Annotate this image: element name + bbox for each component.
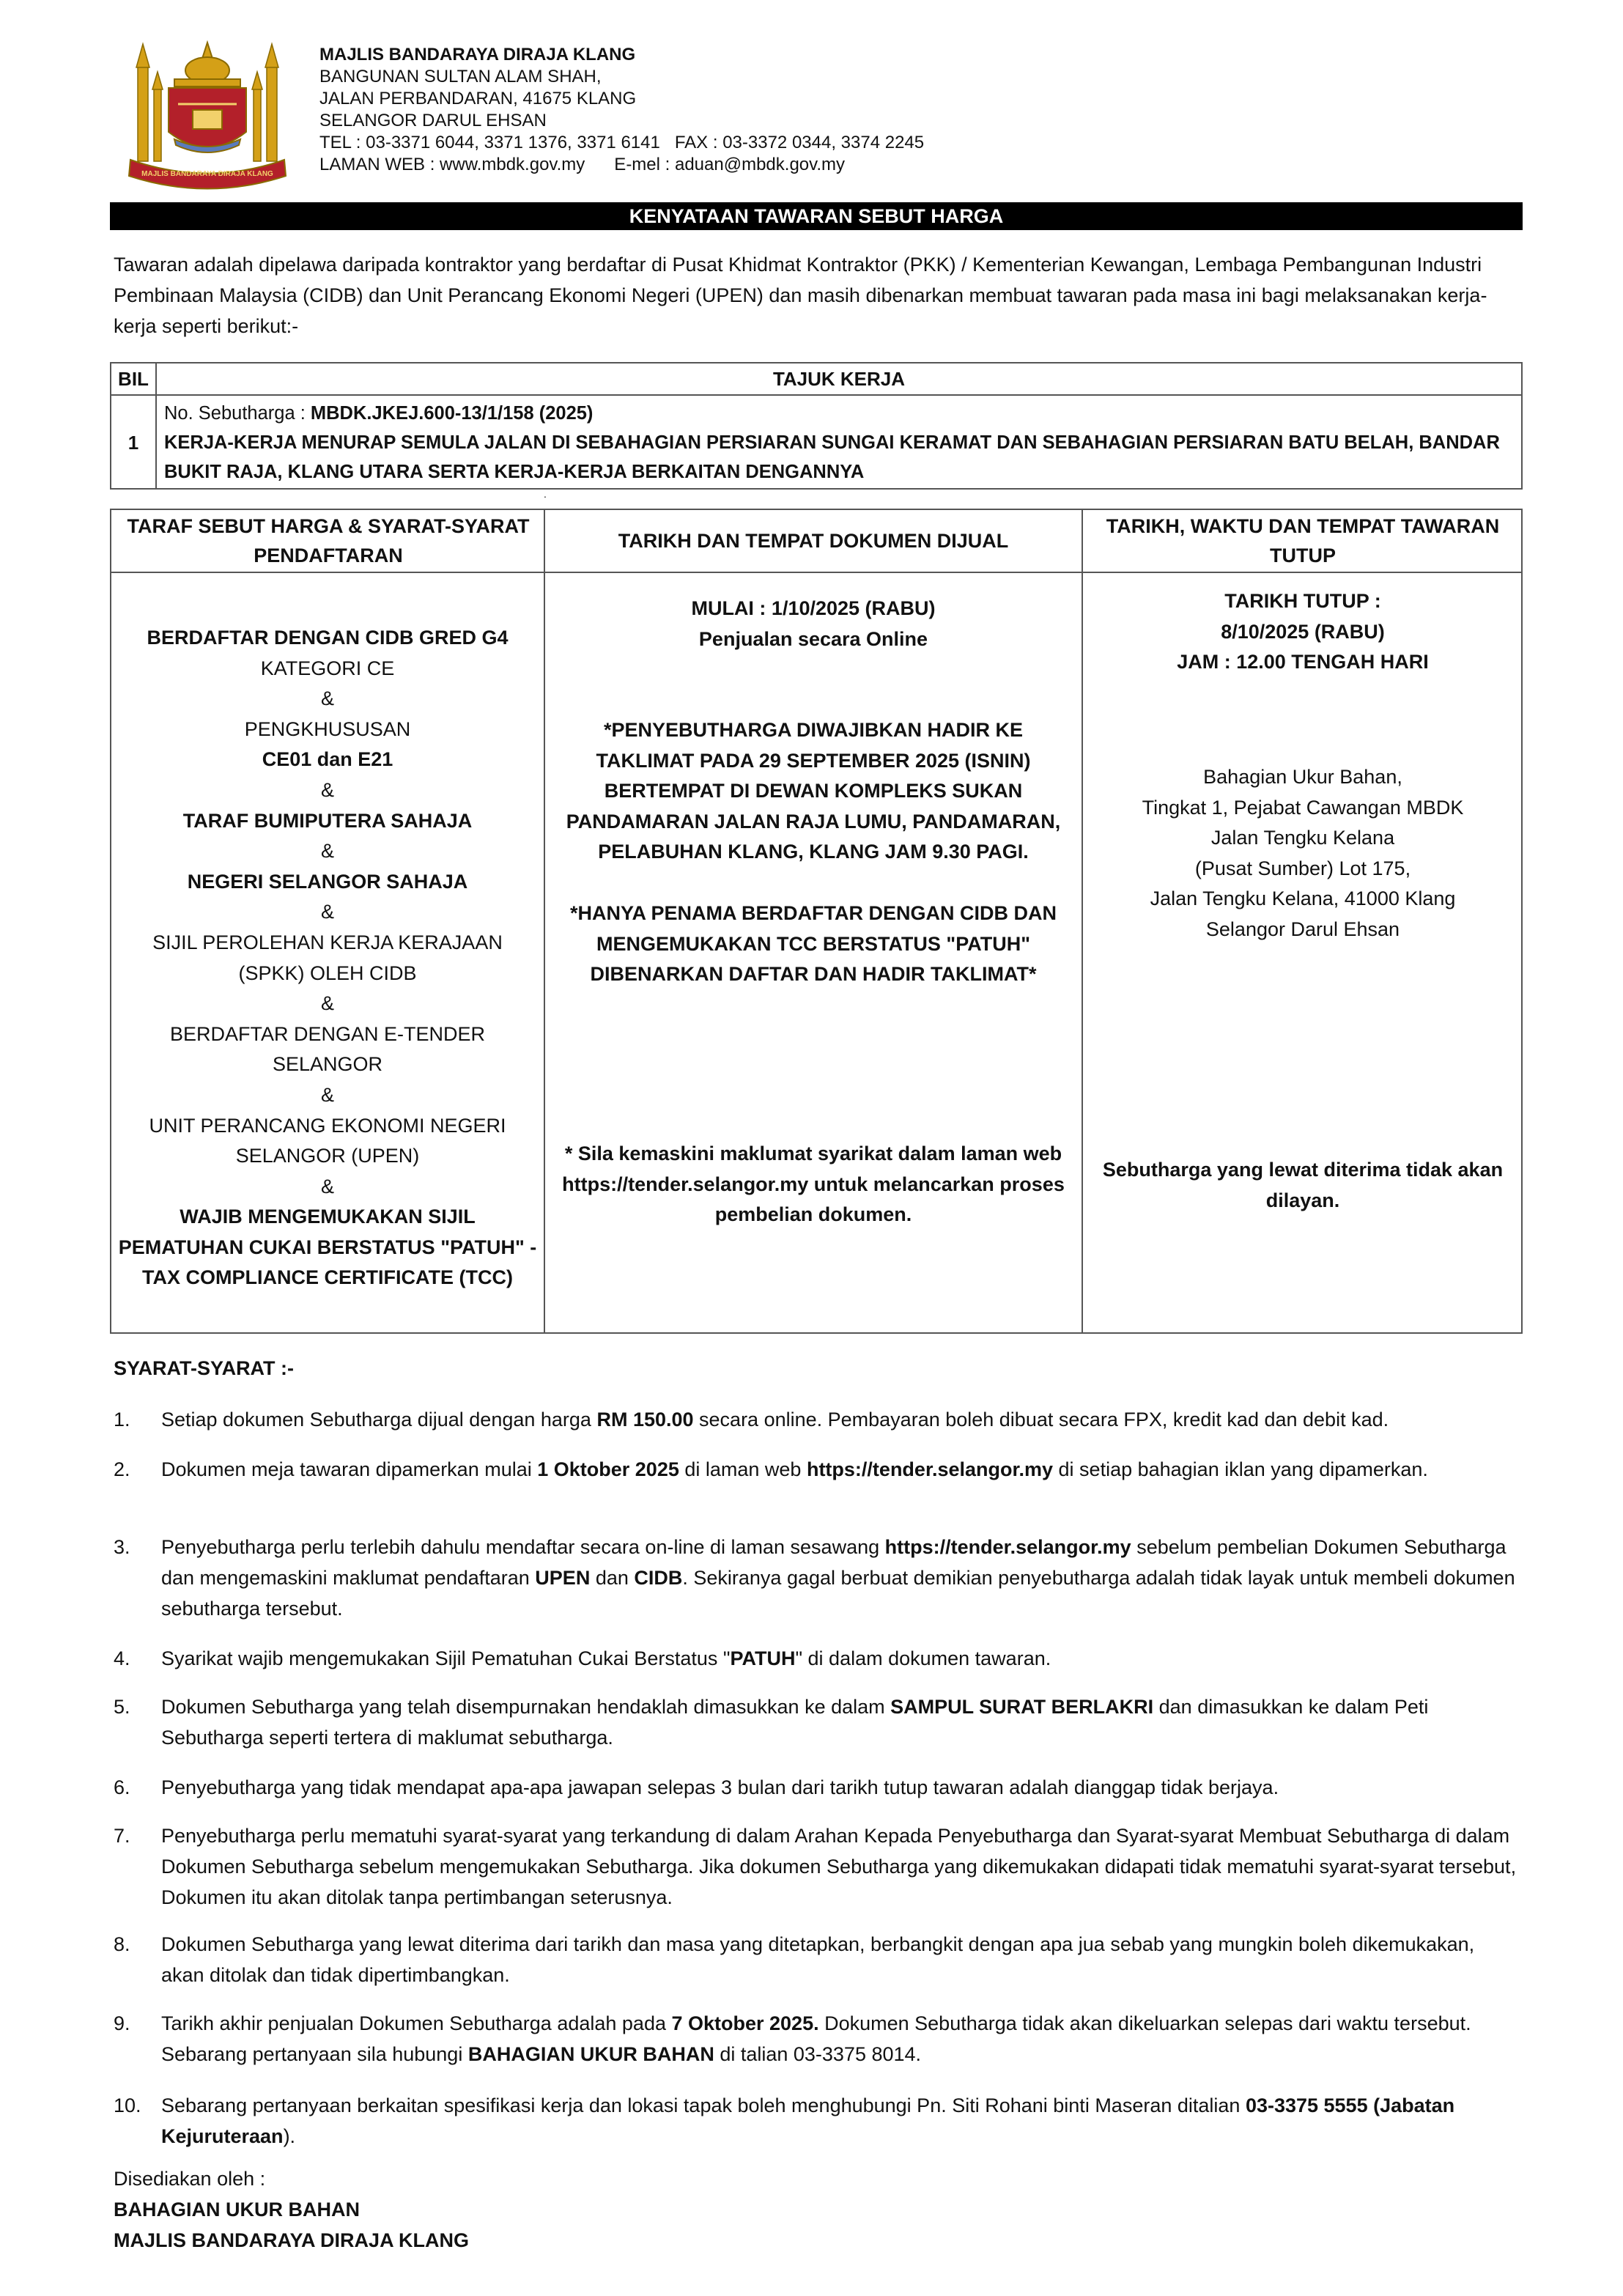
text-run: Setiap dokumen Sebutharga dijual dengan harga bbox=[161, 1409, 597, 1431]
briefing-notice bbox=[545, 715, 1082, 868]
org-address-2: JALAN PERBANDARAN, 41675 KLANG bbox=[319, 89, 637, 108]
condition-text bbox=[161, 2090, 1520, 2152]
job-bil-value: 1 bbox=[127, 432, 139, 454]
req-bumiputera: TARAF BUMIPUTERA SAHAJA bbox=[182, 809, 473, 832]
place-line-2: Tingkat 1, Pejabat Cawangan MBDK bbox=[1142, 796, 1464, 819]
stray-dot: . bbox=[544, 488, 547, 500]
upen-text: UPEN bbox=[535, 1567, 591, 1589]
req-upen-1: UNIT PERANCANG EKONOMI NEGERI bbox=[149, 1114, 506, 1137]
place-line-1: Bahagian Ukur Bahan, bbox=[1203, 766, 1402, 788]
note-line-2: https://tender.selangor.my untuk melancarkan proses bbox=[562, 1173, 1065, 1195]
condition-number: 8. bbox=[114, 1933, 130, 1955]
prepared-by-dept: BAHAGIAN UKUR BAHAN bbox=[114, 2199, 360, 2221]
condition-text bbox=[161, 1404, 1520, 1435]
req-spkk-1: SIJIL PEROLEHAN KERJA KERAJAAN bbox=[152, 931, 503, 953]
req-category: KATEGORI CE bbox=[260, 657, 395, 679]
req-etender-1: BERDAFTAR DENGAN E-TENDER bbox=[169, 1022, 486, 1045]
ampersand: & bbox=[320, 992, 334, 1015]
req-etender-2: SELANGOR bbox=[272, 1053, 383, 1076]
page-title-banner: KENYATAAN TAWARAN SEBUT HARGA bbox=[110, 202, 1523, 230]
job-table bbox=[110, 362, 1523, 490]
tender-url: https://tender.selangor.my bbox=[884, 1536, 1131, 1558]
col-bil-header: BIL bbox=[118, 368, 149, 390]
org-address-1: BANGUNAN SULTAN ALAM SHAH, bbox=[319, 67, 602, 86]
job-title: KERJA-KERJA MENURAP SEMULA JALAN DI SEBAHAGIAN PERSIARAN SUNGAI KERAMAT DAN SEBAHAGIAN PERSIARAN BATU BELAH, BANDAR BUKIT RAJA, KLANG UTARA SERTA KERJA-KERJA BERKAITAN DENGANNYA bbox=[164, 432, 1500, 482]
intro-paragraph: Tawaran adalah dipelawa daripada kontraktor yang berdaftar di Pusat Khidmat Kontraktor (PKK) / Kementerian Kewangan, Lembaga Pembangunan Industri Pembinaan Malaysia (CIDB) dan Unit Perancang Ekonomi Negeri (UPEN) dan masih dibenarkan membuat tawaran pada masa ini bagi melaksanakan kerja-kerja seperti berikut:- bbox=[114, 254, 1487, 337]
conditions-title: SYARAT-SYARAT :- bbox=[114, 1357, 295, 1379]
text-run: Tarikh akhir penjualan Dokumen Sebutharga adalah pada bbox=[161, 2012, 672, 2034]
condition-number: 4. bbox=[114, 1647, 130, 1669]
briefing-line-2: TAKLIMAT PADA 29 SEPTEMBER 2025 (ISNIN) bbox=[596, 749, 1031, 772]
envelope-text: SAMPUL SURAT BERLAKRI bbox=[890, 1696, 1154, 1718]
ampersand: & bbox=[320, 778, 334, 801]
ampersand: & bbox=[320, 687, 334, 710]
req-upen-2: SELANGOR (UPEN) bbox=[235, 1145, 420, 1167]
condition-number: 6. bbox=[114, 1776, 130, 1798]
req-tcc-1: WAJIB MENGEMUKAKAN SIJIL bbox=[180, 1206, 476, 1228]
eligibility-line-2: MENGEMUKAKAN TCC BERSTATUS "PATUH" bbox=[596, 932, 1031, 955]
ampersand: & bbox=[320, 901, 334, 923]
text-run: di talian 03-3375 8014. bbox=[714, 2043, 922, 2065]
text-run: " di dalam dokumen tawaran. bbox=[795, 1647, 1051, 1669]
ampersand: & bbox=[320, 1175, 334, 1197]
condition-number: 7. bbox=[114, 1825, 130, 1847]
crest-ribbon-text: MAJLIS BANDARAYA DIRAJA KLANG bbox=[141, 170, 273, 178]
condition-number: 5. bbox=[114, 1696, 130, 1718]
org-tel-fax: TEL : 03-3371 6044, 3371 1376, 3371 6141 FAX : 03-3372 0344, 3374 2245 bbox=[319, 133, 925, 152]
org-web-email: LAMAN WEB : www.mbdk.gov.my E-mel : aduan@mbdk.gov.my bbox=[319, 155, 846, 174]
org-header bbox=[319, 44, 924, 176]
condition-text bbox=[161, 2008, 1520, 2070]
condition-text bbox=[161, 1454, 1520, 1485]
org-address-3: SELANGOR DARUL EHSAN bbox=[319, 111, 547, 130]
text-run: dan dimasukkan ke dalam Peti Sebutharga seperti tertera di maklumat sebutharga. bbox=[161, 1696, 1429, 1749]
text-run: secara online. Pembayaran boleh dibuat secara FPX, kredit kad dan debit kad. bbox=[693, 1409, 1389, 1431]
req-cidb-grade: BERDAFTAR DENGAN CIDB GRED G4 bbox=[147, 627, 509, 649]
phone-text: 03-3375 5555 (Jabatan Kejuruteraan bbox=[161, 2094, 1455, 2147]
text-run: . Sekiranya gagal berbuat demikian penyebutharga adalah tidak layak untuk membeli dokumen sebutharga tersebut. bbox=[161, 1567, 1515, 1620]
date-text: 1 Oktober 2025 bbox=[537, 1458, 679, 1480]
text-run: Dokumen meja tawaran dipamerkan mulai bbox=[161, 1458, 538, 1480]
briefing-line-5: PELABUHAN KLANG, KLANG JAM 9.30 PAGI. bbox=[598, 841, 1029, 863]
eligibility-notice bbox=[545, 898, 1082, 990]
eligibility-line-3: DIBENARKAN DAFTAR DAN HADIR TAKLIMAT* bbox=[590, 963, 1037, 986]
late-submission-note bbox=[1083, 1155, 1523, 1216]
req-specialization-label: PENGKHUSUSAN bbox=[244, 717, 411, 740]
dept-text: BAHAGIAN UKUR BAHAN bbox=[467, 2043, 714, 2065]
place-line-4: (Pusat Sumber) Lot 175, bbox=[1194, 857, 1411, 879]
note-line-3: pembelian dokumen. bbox=[714, 1203, 912, 1226]
prepared-by-footer bbox=[114, 2163, 469, 2256]
condition-text: Penyebutharga perlu mematuhi syarat-syarat yang terkandung di dalam Arahan Kepada Penyebutharga dan Syarat-syarat Membuat Sebutharga di dalam Dokumen Sebutharga sebelum mengemukakan Sebutharga. Jika dokumen Sebutharga yang dikemukakan didapati tidak mematuhi syarat-syarat tersebut, Dokumen itu akan ditolak tanpa pertimbangan seterusnya. bbox=[161, 1825, 1517, 1908]
closing-date: 8/10/2025 (RABU) bbox=[1221, 620, 1385, 643]
col-sale-header: TARIKH DAN TEMPAT DOKUMEN DIJUAL bbox=[618, 530, 1009, 552]
ref-number: MBDK.JKEJ.600-13/1/158 (2025) bbox=[310, 403, 594, 424]
prepared-by-label: Disediakan oleh : bbox=[114, 2168, 266, 2190]
ampersand: & bbox=[320, 840, 334, 863]
closing-details bbox=[1083, 586, 1523, 678]
text-run: Dokumen Sebutharga yang telah disempurnakan hendaklah dimasukkan ke dalam bbox=[161, 1696, 891, 1718]
text-run: Dokumen Sebutharga tidak akan dikeluarkan selepas dari waktu tersebut. Sebarang pertanyaan sila hubungi bbox=[161, 2012, 1471, 2065]
job-description bbox=[164, 399, 1514, 487]
condition-number: 10. bbox=[114, 2094, 141, 2116]
sale-details bbox=[545, 594, 1082, 654]
condition-number: 9. bbox=[114, 2012, 130, 2034]
header-divider bbox=[111, 572, 1521, 573]
closing-label: TARIKH TUTUP : bbox=[1224, 590, 1381, 612]
briefing-line-3: BERTEMPAT DI DEWAN KOMPLEKS SUKAN bbox=[604, 780, 1023, 802]
late-line-1: Sebutharga yang lewat diterima tidak akan bbox=[1102, 1159, 1504, 1181]
text-run: Penyebutharga perlu terlebih dahulu mendaftar secara on-line di laman sesawang bbox=[161, 1536, 885, 1558]
condition-text bbox=[161, 1643, 1520, 1674]
ampersand: & bbox=[320, 1083, 334, 1106]
text-run: Syarikat wajib mengemukakan Sijil Pematuhan Cukai Berstatus " bbox=[161, 1647, 731, 1669]
condition-text: Dokumen Sebutharga yang lewat diterima dari tarikh dan masa yang ditetapkan, berbangkit dengan apa jua sebab yang mungkin boleh dikemukakan, akan ditolak dan tidak dipertimbangkan. bbox=[161, 1933, 1475, 1986]
late-line-2: dilayan. bbox=[1265, 1189, 1340, 1211]
org-name: MAJLIS BANDARAYA DIRAJA KLANG bbox=[319, 45, 636, 64]
condition-text: Penyebutharga yang tidak mendapat apa-apa jawapan selepas 3 bulan dari tarikh tutup tawaran adalah dianggap tidak berjaya. bbox=[161, 1776, 1279, 1798]
prepared-by-org: MAJLIS BANDARAYA DIRAJA KLANG bbox=[114, 2229, 470, 2251]
col-registration-header: TARAF SEBUT HARGA & SYARAT-SYARAT PENDAFTARAN bbox=[127, 515, 530, 566]
details-table bbox=[110, 509, 1523, 1334]
condition-number: 2. bbox=[114, 1458, 130, 1480]
col-closing-header: TARIKH, WAKTU DAN TEMPAT TAWARAN TUTUP bbox=[1106, 515, 1500, 566]
req-selangor-only: NEGERI SELANGOR SAHAJA bbox=[187, 870, 468, 893]
registration-requirements bbox=[111, 623, 544, 1293]
place-line-6: Selangor Darul Ehsan bbox=[1205, 918, 1400, 940]
text-run: Sebarang pertanyaan berkaitan spesifikasi kerja dan lokasi tapak boleh menghubungi Pn. Siti Rohani binti Maseran ditalian bbox=[161, 2094, 1246, 2116]
tender-url: https://tender.selangor.my bbox=[806, 1458, 1054, 1480]
place-line-3: Jalan Tengku Kelana bbox=[1210, 827, 1395, 849]
place-line-5: Jalan Tengku Kelana, 41000 Klang bbox=[1150, 887, 1456, 910]
req-tcc-2: PEMATUHAN CUKAI BERSTATUS "PATUH" - bbox=[118, 1236, 537, 1258]
mbdk-crest-logo bbox=[123, 37, 292, 191]
cidb-text: CIDB bbox=[634, 1567, 683, 1589]
text-run: di setiap bahagian iklan yang dipamerkan. bbox=[1053, 1458, 1428, 1480]
briefing-line-1: *PENYEBUTHARGA DIWAJIBKAN HADIR KE bbox=[603, 719, 1024, 741]
patuh-text: PATUH bbox=[730, 1647, 796, 1669]
deadline-text: 7 Oktober 2025. bbox=[671, 2012, 819, 2034]
text-run: ). bbox=[283, 2125, 296, 2147]
ref-label: No. Sebutharga : bbox=[164, 403, 311, 424]
condition-number: 3. bbox=[114, 1536, 130, 1558]
update-info-note bbox=[545, 1139, 1082, 1230]
price-text: RM 150.00 bbox=[596, 1409, 694, 1431]
closing-time: JAM : 12.00 TENGAH HARI bbox=[1177, 651, 1429, 673]
req-specialization: CE01 dan E21 bbox=[262, 748, 393, 771]
req-spkk-2: (SPKK) OLEH CIDB bbox=[238, 961, 417, 984]
sale-start-date: MULAI : 1/10/2025 (RABU) bbox=[691, 597, 936, 619]
eligibility-line-1: *HANYA PENAMA BERDAFTAR DENGAN CIDB DAN bbox=[569, 902, 1057, 924]
condition-text bbox=[161, 1532, 1520, 1624]
text-run: di laman web bbox=[679, 1458, 807, 1480]
sale-online: Penjualan secara Online bbox=[698, 627, 928, 650]
note-line-1: * Sila kemaskini maklumat syarikat dalam laman web bbox=[564, 1143, 1062, 1164]
crest-emblem-icon bbox=[123, 37, 292, 191]
closing-place bbox=[1083, 762, 1523, 945]
text-run: sebelum pembelian Dokumen Sebutharga dan mengemaskini maklumat pendaftaran bbox=[161, 1536, 1506, 1589]
req-tcc-3: TAX COMPLIANCE CERTIFICATE (TCC) bbox=[142, 1266, 513, 1289]
condition-number: 1. bbox=[114, 1409, 130, 1431]
condition-text bbox=[161, 1691, 1520, 1753]
briefing-line-4: PANDAMARAN JALAN RAJA LUMU, PANDAMARAN, bbox=[566, 810, 1061, 833]
col-tajuk-header: TAJUK KERJA bbox=[772, 368, 906, 390]
text-run: dan bbox=[590, 1567, 635, 1589]
